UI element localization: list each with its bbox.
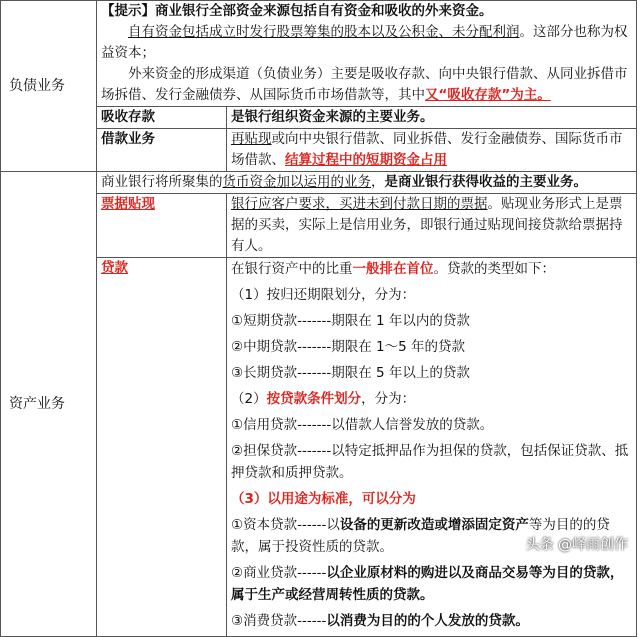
loan-intro-emph: 一般排在首位 [352,261,434,277]
secured-loan: ②担保贷款-------以特定抵押品作为担保的贷款，包括保证贷款、抵押贷款和质押贷款。 [231,443,629,481]
assets-intro-u: 货币资金加以运用的业务 [222,174,371,190]
assets-intro-cell [97,172,637,194]
rediscount-text: 再贴现 [231,131,272,147]
watermark: 头条 @峄雨创作 [525,537,628,553]
by-cond-pre: （2） [231,391,267,407]
loan-row [1,258,637,637]
capital-loan-pre: ①资本贷款------以 [231,517,340,533]
liability-category: 负债业务 [1,1,97,172]
external-funds-text: 外来资金的形成渠道（负债业务）主要是吸收存款、向中央银行借款、从同业拆借市场拆借、发行金融债券、从国际货币市场借款等，其中 [101,66,628,103]
consumer-loan-bold: 以消费为目的的个人发放的贷款。 [326,613,529,629]
discount-u: 银行应客户要求，买进未到付款日期的票据 [231,196,488,212]
own-funds-text: 自有资金包括成立时发行股票筹集的股本以及公积金、未分配利润 [128,24,520,40]
assets-intro-row [1,172,637,194]
by-use-title: （3）以用途为标准，可以分为 [231,491,416,507]
consumer-loan-pre: ③消费贷款------ [231,613,327,629]
assets-category: 资产业务 [1,172,97,637]
by-cond-post: ，分为： [361,391,416,407]
borrow-label: 借款业务 [97,129,227,172]
loan-label: 贷款 [97,258,227,637]
mid-term-loan: ②中期贷款-------期限在 1～5 年的贷款 [231,339,465,355]
discount-row [1,194,637,258]
discount-text: 。贴现业务形式上是票据的买卖，实际上是信用业务，即银行通过贴现间接贷款给票据持有人。 [231,196,623,254]
loan-intro-pre: 在银行资产中的比重 [231,261,353,277]
discount-cell [227,194,637,258]
external-funds-emph: 又“吸收存款”为主。 [425,87,551,103]
short-term-loan: ①短期贷款-------期限在 1 年以内的贷款 [231,313,470,329]
capital-loan-post: 等为目的的贷款，属于投资性质的贷款。 [231,517,610,555]
tip-label: 【提示】 [101,3,155,19]
own-funds-tail: 。这部分也称为权益资本； [101,24,628,61]
borrow-emph: 结算过程中的短期资金占用 [285,152,447,168]
discount-label: 票据贴现 [97,194,227,258]
credit-loan: ①信用贷款-------以借款人信誉发放的贷款。 [231,417,494,433]
deposit-text: 是银行组织资金来源的主要业务。 [227,107,637,129]
commercial-loan-bold: 以企业原材料的购进以及商品交易等为目的贷款，属于生产或经营周转性质的贷款。 [231,565,624,603]
by-term-title: （1）按归还期限划分，分为： [231,287,416,303]
liability-tip-cell [97,1,637,107]
borrow-row [1,129,637,172]
capital-loan-bold: 设备的更新改造或增添固定资产 [339,517,529,533]
deposit-label: 吸收存款 [97,107,227,129]
loan-cell [227,258,637,637]
loan-intro-post: 。贷款的类型如下： [433,261,555,277]
borrow-text: 或向中央银行借款、同业拆借、发行金融债券、国际货币市场借款、 [231,131,623,168]
assets-intro-mid: ， [371,174,385,190]
tip-text: 商业银行全部资金来源包括自有资金和吸收的外来资金。 [155,3,493,19]
commercial-loan-pre: ②商业贷款------ [231,565,327,581]
borrow-cell [227,129,637,172]
assets-intro-bold: 是商业银行获得收益的主要业务。 [384,174,587,190]
deposit-row [1,107,637,129]
assets-intro-pre: 商业银行将所聚集的 [101,174,223,190]
long-term-loan: ③长期贷款-------期限在 5 年以上的贷款 [231,365,470,381]
by-cond-emph: 按贷款条件划分 [266,391,362,407]
liability-tip-row [1,1,637,107]
